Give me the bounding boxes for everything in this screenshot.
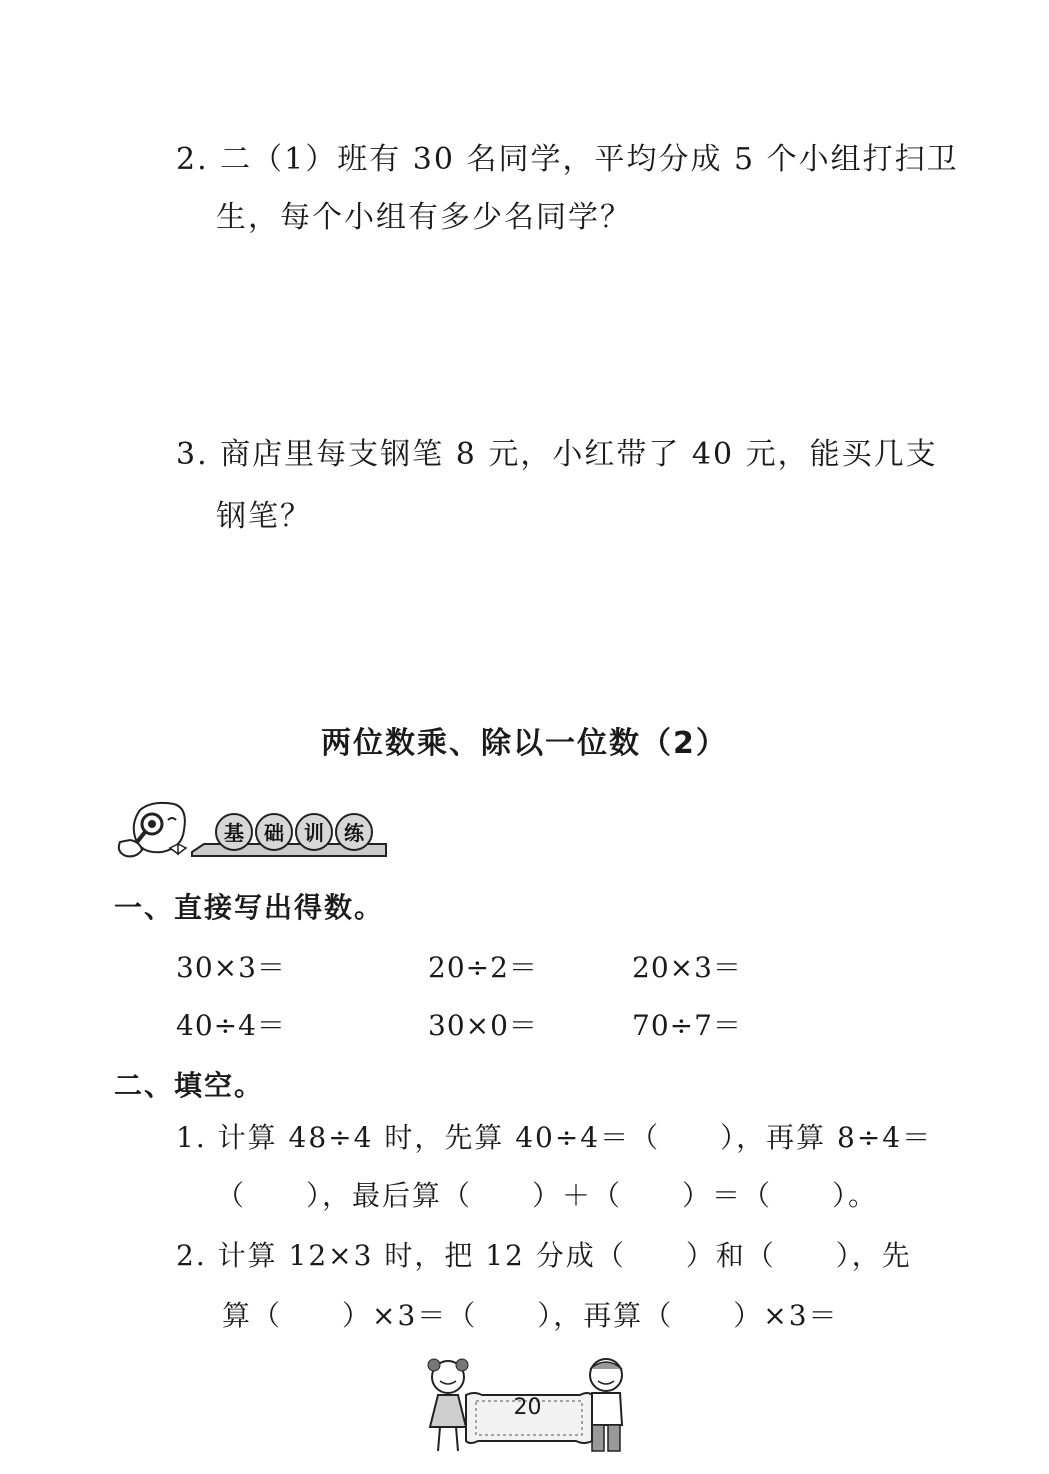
badge-char-4: 练 [344,821,364,845]
problem-2-line-1: 2. 二（1）班有 30 名同学，平均分成 5 个小组打扫卫 [176,142,959,177]
calc-item: 20÷2＝ [428,951,538,984]
problem-3-line-1: 3. 商店里每支钢笔 8 元，小红带了 40 元，能买几支 [176,437,938,472]
mascot-magnifier-icon [112,796,402,868]
calc-item: 30×3＝ [176,951,286,984]
page-footer [420,1355,635,1460]
page-number: 20 [513,1395,542,1420]
badge-char-2: 础 [264,821,284,845]
calc-item: 20×3＝ [632,951,742,984]
calc-item: 40÷4＝ [176,1009,286,1042]
problem-3-line-2: 钢笔？ [216,499,312,534]
calc-item: 70÷7＝ [632,1009,742,1042]
fill-item-2-line-2: 算（ ）×3＝（ ），再算（ ）×3＝ [222,1299,839,1332]
badge-char-3: 训 [304,821,324,845]
problem-2-line-2: 生，每个小组有多少名同学？ [216,200,632,235]
lesson-title: 两位数乘、除以一位数（2） [321,726,728,761]
fill-item-1-line-1: 1. 计算 48÷4 时，先算 40÷4＝（ ），再算 8÷4＝ [176,1121,933,1154]
section-2-heading: 二、填空。 [114,1069,265,1102]
section-1-heading: 一、直接写出得数。 [114,891,385,924]
basic-training-badge [112,796,402,868]
badge-char-1: 基 [224,821,244,845]
fill-item-2-line-1: 2. 计算 12×3 时，把 12 分成（ ）和（ ），先 [176,1239,912,1272]
calc-item: 30×0＝ [428,1009,538,1042]
fill-item-1-line-2: （ ），最后算（ ）＋（ ）＝（ ）。 [216,1179,879,1212]
